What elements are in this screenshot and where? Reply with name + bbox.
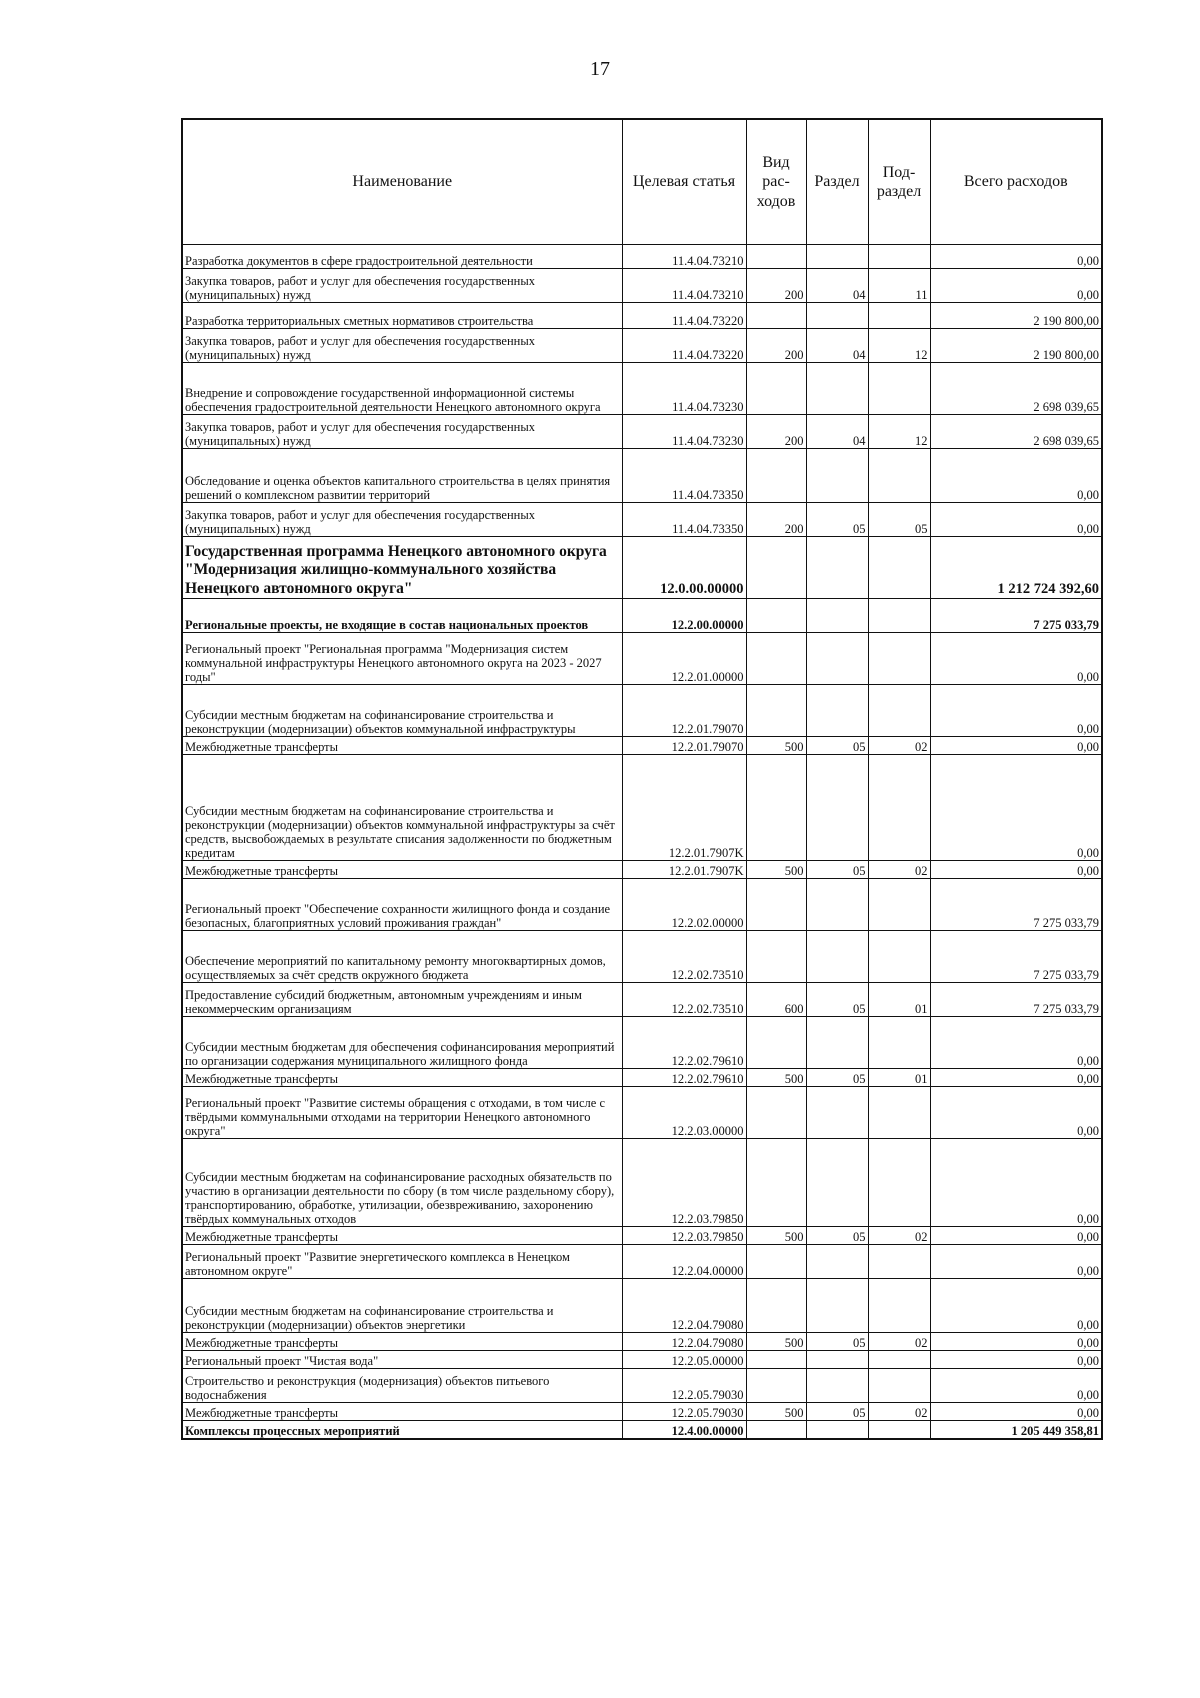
row-expense-kind: 200 — [746, 329, 806, 363]
table-header-row — [182, 119, 1102, 245]
row-subsection — [868, 1369, 930, 1403]
row-name: Межбюджетные трансферты — [182, 1227, 622, 1245]
table-row — [182, 1245, 1102, 1279]
row-subsection — [868, 1279, 930, 1333]
row-expense-kind — [746, 879, 806, 931]
row-section — [806, 685, 868, 737]
row-subsection — [868, 879, 930, 931]
table-row — [182, 245, 1102, 269]
row-name: Региональный проект "Чистая вода" — [182, 1351, 622, 1369]
table-row — [182, 1403, 1102, 1421]
row-subsection: 02 — [868, 737, 930, 755]
budget-table — [181, 118, 1103, 1440]
row-expense-kind: 500 — [746, 1069, 806, 1087]
row-section — [806, 1245, 868, 1279]
row-expense-kind — [746, 303, 806, 329]
row-name: Субсидии местным бюджетам на софинансирование строительства и реконструкции (модернизации) объектов коммунальной инфраструктуры — [182, 685, 622, 737]
row-name: Субсидии местным бюджетам для обеспечения софинансирования мероприятий по организации содержания муниципального жилищного фонда — [182, 1017, 622, 1069]
row-amount: 0,00 — [930, 861, 1102, 879]
row-expense-kind — [746, 1139, 806, 1227]
row-section — [806, 363, 868, 415]
row-target-code: 12.2.02.79610 — [622, 1069, 746, 1087]
header-section: Раздел — [806, 119, 868, 245]
header-kind: Вид рас- ходов — [746, 119, 806, 245]
row-target-code: 12.0.00.00000 — [622, 537, 746, 599]
row-section — [806, 755, 868, 861]
table-row — [182, 1069, 1102, 1087]
row-section — [806, 1351, 868, 1369]
header-subsection: Под- раздел — [868, 119, 930, 245]
row-section: 04 — [806, 329, 868, 363]
row-expense-kind — [746, 1421, 806, 1439]
row-expense-kind: 600 — [746, 983, 806, 1017]
row-expense-kind — [746, 245, 806, 269]
table-row — [182, 1351, 1102, 1369]
row-section: 05 — [806, 983, 868, 1017]
row-amount: 7 275 033,79 — [930, 983, 1102, 1017]
page-number: 17 — [590, 58, 610, 80]
row-target-code: 12.2.01.79070 — [622, 685, 746, 737]
row-name: Межбюджетные трансферты — [182, 1403, 622, 1421]
row-expense-kind — [746, 1087, 806, 1139]
row-amount: 0,00 — [930, 1245, 1102, 1279]
row-amount: 0,00 — [930, 1227, 1102, 1245]
row-expense-kind: 200 — [746, 415, 806, 449]
row-name: Разработка территориальных сметных нормативов строительства — [182, 303, 622, 329]
row-amount: 0,00 — [930, 685, 1102, 737]
row-amount: 0,00 — [930, 1403, 1102, 1421]
row-name: Обеспечение мероприятий по капитальному ремонту многоквартирных домов, осуществляемых за счёт средств окружного бюджета — [182, 931, 622, 983]
row-subsection: 01 — [868, 983, 930, 1017]
row-section — [806, 303, 868, 329]
row-target-code: 12.2.02.73510 — [622, 983, 746, 1017]
row-target-code: 11.4.04.73220 — [622, 303, 746, 329]
table-row — [182, 329, 1102, 363]
row-name: Комплексы процессных мероприятий — [182, 1421, 622, 1439]
row-amount: 0,00 — [930, 449, 1102, 503]
row-name: Закупка товаров, работ и услуг для обеспечения государственных (муниципальных) нужд — [182, 503, 622, 537]
row-section — [806, 879, 868, 931]
row-subsection — [868, 363, 930, 415]
row-subsection — [868, 931, 930, 983]
row-amount: 0,00 — [930, 1069, 1102, 1087]
row-name: Внедрение и сопровождение государственной информационной системы обеспечения градостроительной деятельности Ненецкого автономного округа — [182, 363, 622, 415]
table-row — [182, 537, 1102, 599]
row-section: 05 — [806, 503, 868, 537]
header-target: Целевая статья — [622, 119, 746, 245]
table-row — [182, 415, 1102, 449]
row-expense-kind: 200 — [746, 269, 806, 303]
row-target-code: 12.2.05.79030 — [622, 1369, 746, 1403]
row-target-code: 12.2.04.79080 — [622, 1279, 746, 1333]
table-row — [182, 449, 1102, 503]
row-target-code: 12.2.01.7907K — [622, 755, 746, 861]
row-subsection — [868, 755, 930, 861]
row-target-code: 11.4.04.73220 — [622, 329, 746, 363]
row-subsection: 12 — [868, 415, 930, 449]
table-row — [182, 1087, 1102, 1139]
row-target-code: 12.2.01.00000 — [622, 633, 746, 685]
row-section — [806, 1279, 868, 1333]
row-target-code: 12.2.04.79080 — [622, 1333, 746, 1351]
row-section: 05 — [806, 861, 868, 879]
row-expense-kind: 500 — [746, 1333, 806, 1351]
row-section: 04 — [806, 415, 868, 449]
row-amount: 0,00 — [930, 755, 1102, 861]
row-subsection: 02 — [868, 1227, 930, 1245]
row-subsection — [868, 1245, 930, 1279]
table-row — [182, 1017, 1102, 1069]
row-name: Региональный проект "Региональная программа "Модернизация систем коммунальной инфраструктуры Ненецкого автономного округа на 2023 - 2027 годы" — [182, 633, 622, 685]
row-section — [806, 1017, 868, 1069]
row-section — [806, 245, 868, 269]
row-section — [806, 599, 868, 633]
row-name: Предоставление субсидий бюджетным, автономным учреждениям и иным некоммерческим организациям — [182, 983, 622, 1017]
row-amount: 0,00 — [930, 737, 1102, 755]
row-expense-kind — [746, 537, 806, 599]
row-subsection — [868, 599, 930, 633]
row-name: Обследование и оценка объектов капитального строительства в целях принятия решений о комплексном развитии территорий — [182, 449, 622, 503]
table-row — [182, 931, 1102, 983]
row-target-code: 12.2.03.00000 — [622, 1087, 746, 1139]
row-target-code: 12.2.03.79850 — [622, 1227, 746, 1245]
row-amount: 7 275 033,79 — [930, 599, 1102, 633]
row-expense-kind: 500 — [746, 1227, 806, 1245]
table-row — [182, 269, 1102, 303]
row-target-code: 11.4.04.73210 — [622, 245, 746, 269]
row-subsection: 11 — [868, 269, 930, 303]
row-amount: 0,00 — [930, 1351, 1102, 1369]
row-target-code: 11.4.04.73210 — [622, 269, 746, 303]
row-amount: 0,00 — [930, 503, 1102, 537]
row-expense-kind: 500 — [746, 737, 806, 755]
row-section: 05 — [806, 1227, 868, 1245]
table-row — [182, 983, 1102, 1017]
row-amount: 0,00 — [930, 633, 1102, 685]
row-name: Закупка товаров, работ и услуг для обеспечения государственных (муниципальных) нужд — [182, 329, 622, 363]
row-target-code: 12.4.00.00000 — [622, 1421, 746, 1439]
row-amount: 0,00 — [930, 269, 1102, 303]
row-target-code: 12.2.01.79070 — [622, 737, 746, 755]
row-expense-kind: 500 — [746, 1403, 806, 1421]
row-section: 05 — [806, 1403, 868, 1421]
row-amount: 1 212 724 392,60 — [930, 537, 1102, 599]
row-expense-kind — [746, 633, 806, 685]
row-target-code: 12.2.05.79030 — [622, 1403, 746, 1421]
row-amount: 1 205 449 358,81 — [930, 1421, 1102, 1439]
table-row — [182, 737, 1102, 755]
row-expense-kind: 500 — [746, 861, 806, 879]
row-name: Субсидии местным бюджетам на софинансирование строительства и реконструкции (модернизации) объектов коммунальной инфраструктуры за счёт средств, высвобождаемых в результате списания задолженности по бюджетным кредитам — [182, 755, 622, 861]
row-section — [806, 633, 868, 685]
row-section — [806, 1087, 868, 1139]
row-name: Региональный проект "Обеспечение сохранности жилищного фонда и создание безопасных, благоприятных условий проживания граждан" — [182, 879, 622, 931]
table-row — [182, 1421, 1102, 1439]
table-row — [182, 1279, 1102, 1333]
row-subsection: 02 — [868, 1333, 930, 1351]
table-row — [182, 303, 1102, 329]
row-target-code: 12.2.05.00000 — [622, 1351, 746, 1369]
row-subsection — [868, 633, 930, 685]
row-amount: 2 190 800,00 — [930, 329, 1102, 363]
row-subsection — [868, 685, 930, 737]
row-expense-kind — [746, 1351, 806, 1369]
table-row — [182, 1227, 1102, 1245]
row-subsection — [868, 1351, 930, 1369]
row-name: Государственная программа Ненецкого автономного округа "Модернизация жилищно-коммунального хозяйства Ненецкого автономного округа" — [182, 537, 622, 599]
row-amount: 0,00 — [930, 1333, 1102, 1351]
row-expense-kind — [746, 1369, 806, 1403]
row-target-code: 12.2.04.00000 — [622, 1245, 746, 1279]
row-name: Субсидии местным бюджетам на софинансирование строительства и реконструкции (модернизации) объектов энергетики — [182, 1279, 622, 1333]
row-subsection — [868, 1017, 930, 1069]
table-row — [182, 1333, 1102, 1351]
row-name: Закупка товаров, работ и услуг для обеспечения государственных (муниципальных) нужд — [182, 269, 622, 303]
row-amount: 2 698 039,65 — [930, 363, 1102, 415]
row-amount: 7 275 033,79 — [930, 931, 1102, 983]
row-section — [806, 1139, 868, 1227]
row-target-code: 11.4.04.73350 — [622, 503, 746, 537]
row-name: Межбюджетные трансферты — [182, 861, 622, 879]
row-target-code: 11.4.04.73230 — [622, 363, 746, 415]
row-target-code: 12.2.02.73510 — [622, 931, 746, 983]
row-section: 05 — [806, 1333, 868, 1351]
row-section: 04 — [806, 269, 868, 303]
row-name: Строительство и реконструкция (модернизация) объектов питьевого водоснабжения — [182, 1369, 622, 1403]
row-section — [806, 537, 868, 599]
table-row — [182, 503, 1102, 537]
row-amount: 0,00 — [930, 1139, 1102, 1227]
row-subsection — [868, 303, 930, 329]
row-name: Субсидии местным бюджетам на софинансирование расходных обязательств по участию в организации деятельности по сбору (в том числе раздельному сбору), транспортированию, обработке, утилизации, обезвреживанию, захоронению твёрдых коммунальных отходов — [182, 1139, 622, 1227]
row-expense-kind — [746, 931, 806, 983]
row-amount: 0,00 — [930, 1017, 1102, 1069]
row-section — [806, 1369, 868, 1403]
row-amount: 0,00 — [930, 1087, 1102, 1139]
table-row — [182, 685, 1102, 737]
row-expense-kind — [746, 755, 806, 861]
row-subsection — [868, 1421, 930, 1439]
row-subsection — [868, 245, 930, 269]
row-section — [806, 1421, 868, 1439]
row-amount: 0,00 — [930, 1279, 1102, 1333]
row-subsection: 12 — [868, 329, 930, 363]
row-section — [806, 449, 868, 503]
row-expense-kind — [746, 1017, 806, 1069]
row-target-code: 12.2.03.79850 — [622, 1139, 746, 1227]
row-subsection — [868, 1087, 930, 1139]
row-amount: 2 698 039,65 — [930, 415, 1102, 449]
row-amount: 0,00 — [930, 245, 1102, 269]
row-name: Региональный проект "Развитие системы обращения с отходами, в том числе с твёрдыми коммунальными отходами на территории Ненецкого автономного округа" — [182, 1087, 622, 1139]
row-target-code: 12.2.01.7907K — [622, 861, 746, 879]
row-amount: 0,00 — [930, 1369, 1102, 1403]
row-subsection — [868, 537, 930, 599]
row-expense-kind — [746, 449, 806, 503]
row-expense-kind — [746, 685, 806, 737]
table-row — [182, 879, 1102, 931]
row-name: Региональный проект "Развитие энергетического комплекса в Ненецком автономном округе" — [182, 1245, 622, 1279]
row-name: Межбюджетные трансферты — [182, 737, 622, 755]
row-section: 05 — [806, 737, 868, 755]
header-name: Наименование — [182, 119, 622, 245]
table-row — [182, 633, 1102, 685]
table-row — [182, 1139, 1102, 1227]
row-name: Закупка товаров, работ и услуг для обеспечения государственных (муниципальных) нужд — [182, 415, 622, 449]
row-name: Разработка документов в сфере градостроительной деятельности — [182, 245, 622, 269]
row-expense-kind — [746, 1279, 806, 1333]
row-target-code: 12.2.00.00000 — [622, 599, 746, 633]
row-subsection: 05 — [868, 503, 930, 537]
row-target-code: 11.4.04.73350 — [622, 449, 746, 503]
row-name: Межбюджетные трансферты — [182, 1069, 622, 1087]
row-target-code: 11.4.04.73230 — [622, 415, 746, 449]
table-row — [182, 861, 1102, 879]
row-target-code: 12.2.02.00000 — [622, 879, 746, 931]
row-target-code: 12.2.02.79610 — [622, 1017, 746, 1069]
row-name: Региональные проекты, не входящие в состав национальных проектов — [182, 599, 622, 633]
table-row — [182, 1369, 1102, 1403]
row-expense-kind — [746, 363, 806, 415]
row-expense-kind — [746, 1245, 806, 1279]
row-expense-kind — [746, 599, 806, 633]
row-subsection: 02 — [868, 861, 930, 879]
row-amount: 2 190 800,00 — [930, 303, 1102, 329]
row-subsection: 01 — [868, 1069, 930, 1087]
table-row — [182, 755, 1102, 861]
row-name: Межбюджетные трансферты — [182, 1333, 622, 1351]
row-expense-kind: 200 — [746, 503, 806, 537]
row-section: 05 — [806, 1069, 868, 1087]
row-subsection — [868, 1139, 930, 1227]
table-row — [182, 599, 1102, 633]
row-amount: 7 275 033,79 — [930, 879, 1102, 931]
header-total: Всего расходов — [930, 119, 1102, 245]
table-row — [182, 363, 1102, 415]
row-section — [806, 931, 868, 983]
row-subsection — [868, 449, 930, 503]
row-subsection: 02 — [868, 1403, 930, 1421]
